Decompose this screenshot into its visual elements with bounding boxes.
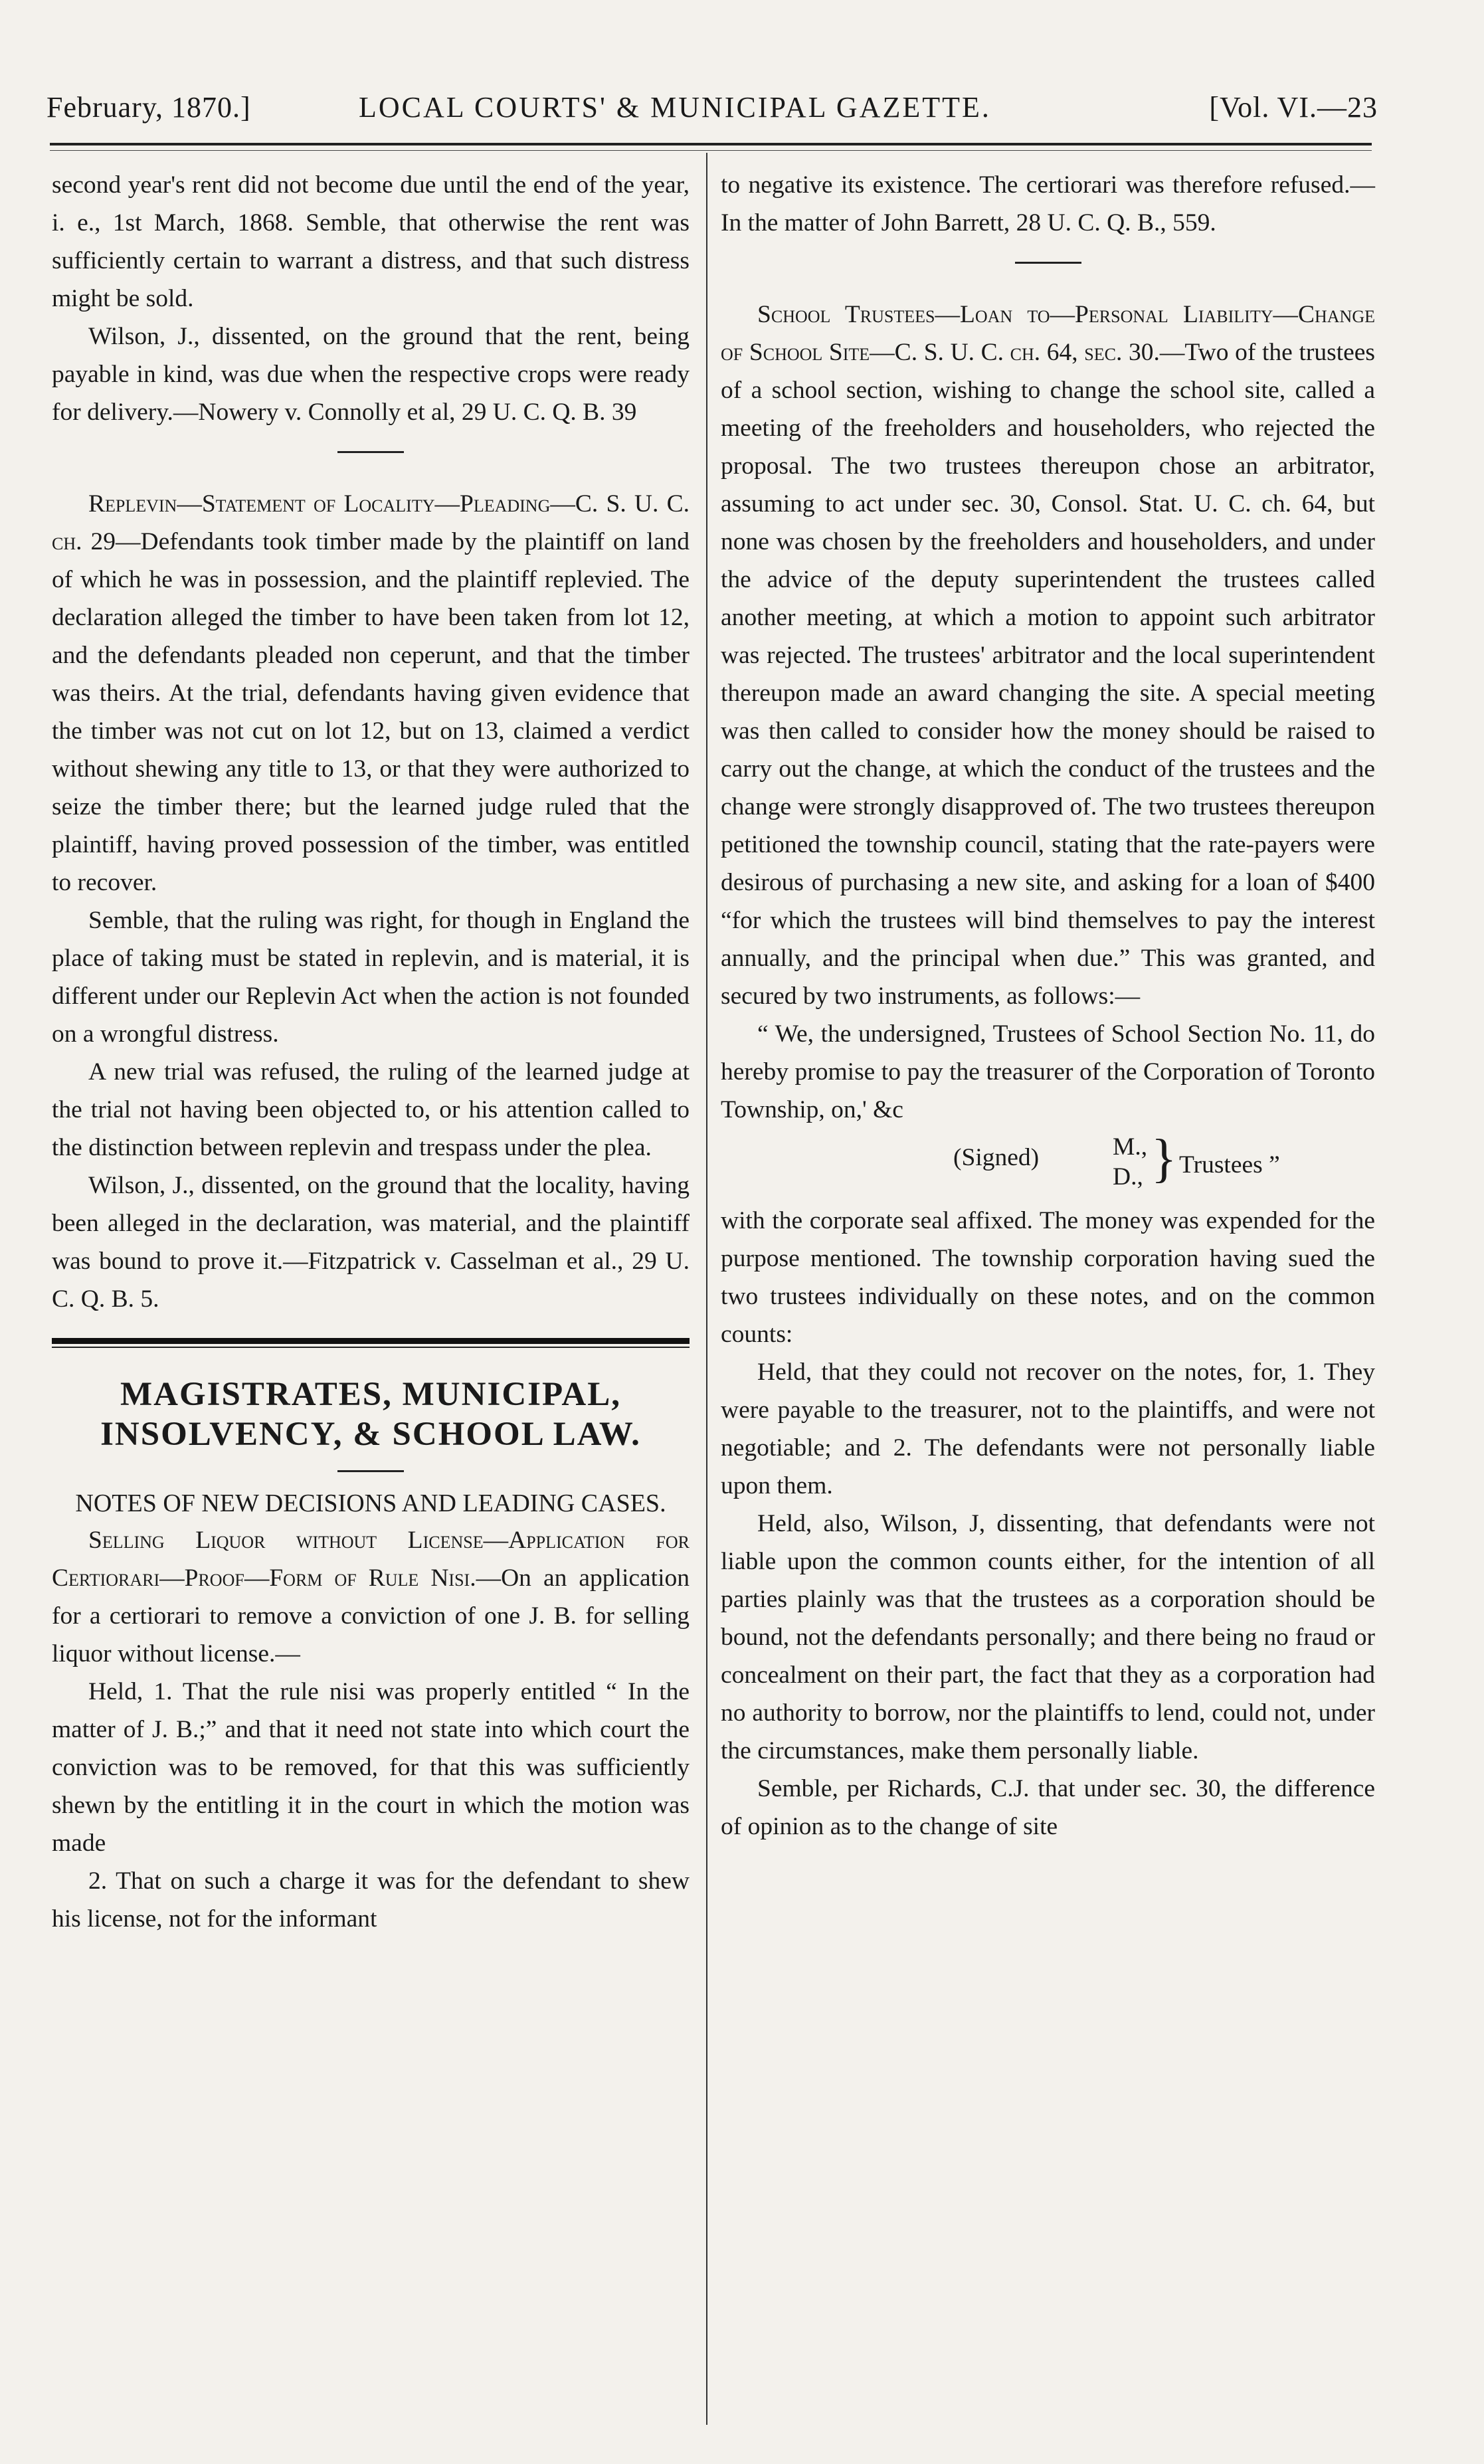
case-text: —Defendants took timber made by the plaintiff on land of which he was in possession, and the plaintiff replevied. The declaration alleged the timber to have been taken from lot 12, and the defendants pleaded non ceperunt, and that the timber was theirs. At the trial, defendants having given evidence that the timber was not cut on lot 12, but on 13, claimed a verdict without shewing any title to 13, or that they were authorized to seize the timber there; but the learned judge ruled that the plaintiff, having proved possession of the timber, was entitled to recover.	[52, 528, 690, 896]
case-paragraph	[721, 296, 1375, 1015]
section-title: MAGISTRATES, MUNICIPAL,	[120, 1376, 621, 1413]
paragraph: with the corporate seal affixed. The money was expended for the purpose mentioned. The township corporation having sued the two trustees individually on these notes, and on the common counts:	[721, 1207, 1375, 1348]
case-heading: Selling Liquor without License—Application for Certiorari—Proof—Form of Rule Nisi.	[52, 1527, 690, 1592]
paragraph: second year's rent did not become due until the end of the year, i. e., 1st March, 1868. Semble, that otherwise the rent was sufficiently certain to warrant a distress, and that such distress might be sold.	[52, 171, 690, 312]
case-heading: School Trustees—Loan to—Personal Liability—Change of School Site—C. S. U. C. ch. 64, sec. 30.	[721, 301, 1375, 366]
brace-icon: }	[1151, 1129, 1177, 1188]
signed-label: (Signed)	[953, 1144, 1040, 1171]
paragraph: Held, also, Wilson, J, dissenting, that defendants were not liable upon the common counts either, for the intention of all parties plainly was that the trustees as a corporation should be bound, not the defendants personally; and there being no fraud or concealment on their part, the fact that they as a corporation had no authority to borrow, nor the plaintiffs to lend, could not, under the circumstances, make them personally liable.	[721, 1510, 1375, 1764]
header-volume: [Vol. VI.—23	[1209, 91, 1378, 124]
signature-block	[721, 1129, 1375, 1202]
left-column	[52, 166, 690, 1938]
case-text: —On an application for a certiorari to remove a conviction of one J. B. for selling liquor without license.—	[52, 1564, 690, 1667]
paragraph: 2. That on such a charge it was for the defendant to shew his license, not for the informant	[52, 1867, 690, 1933]
paragraph: to negative its existence. The certiorari was therefore refused.—In the matter of John Barrett, 28 U. C. Q. B., 559.	[721, 171, 1375, 237]
paragraph: Semble, per Richards, C.J. that under sec. 30, the difference of opinion as to the change of site	[721, 1775, 1375, 1840]
case-separator	[1015, 262, 1081, 264]
paragraph: Wilson, J., dissented, on the ground that the locality, having been alleged in the declaration, was material, and the plaintiff was bound to prove it.—Fitzpatrick v. Casselman et al., 29 U. C. Q. B. 5.	[52, 1172, 690, 1313]
section-separator	[337, 1470, 404, 1472]
case-paragraph	[52, 1521, 690, 1673]
header-rule	[50, 143, 1372, 145]
signatory-d: D.,	[1113, 1163, 1143, 1190]
quoted-note: “ We, the undersigned, Trustees of School Section No. 11, do hereby promise to pay the treasurer of the Corporation of Toronto Township, on,' &c	[721, 1020, 1375, 1123]
right-column	[721, 166, 1375, 1846]
page-header	[46, 85, 1378, 132]
column-divider	[706, 153, 707, 2425]
signatory-initials	[1113, 1132, 1147, 1192]
section-title: INSOLVENCY, & SCHOOL LAW.	[100, 1416, 641, 1453]
case-paragraph	[52, 485, 690, 901]
header-title: LOCAL COURTS' & MUNICIPAL GAZETTE.	[359, 91, 991, 124]
case-heading: Replevin—Statement of Locality—Pleading—C. S. U. C. ch. 29	[52, 490, 690, 555]
paragraph: Held, 1. That the rule nisi was properly entitled “ In the matter of J. B.;” and that it need not state into which court the conviction was to be removed, for that this was sufficiently shewn by the entitling it in the court in which the motion was made	[52, 1678, 690, 1857]
case-separator	[337, 451, 404, 453]
case-text: —Two of the trustees of a school section, wishing to change the school site, called a meeting of the freeholders and householders, who rejected the proposal. The two trustees thereupon chose an arbitrator, assuming to act under sec. 30, Consol. Stat. U. C. ch. 64, but none was chosen by the freeholders and householders, and under the advice of the deputy superintendent the trustees called another meeting, at which a motion to appoint such arbitrator was rejected. The trustees' arbitrator and the local superintendent thereupon made an award changing the site. A special meeting was then called to consider how the money should be raised to carry out the change, at which the conduct of the trustees and the change were strongly disapproved of. The two trustees thereupon petitioned the township council, stating that the rate-payers were desirous of purchasing a new site, and asking for a loan of $400 “for which the trustees will bind themselves to pay the interest annually, and the principal when due.” This was granted, and secured by two instruments, as follows:—	[721, 339, 1375, 1010]
header-date: February, 1870.]	[46, 91, 251, 124]
paragraph: Held, that they could not recover on the notes, for, 1. They were payable to the treasurer, not to the plaintiffs, and were not negotiable; and 2. The defendants were not personally liable upon them.	[721, 1359, 1375, 1499]
signatory-m: M.,	[1113, 1133, 1148, 1161]
section-rule-thin	[52, 1347, 690, 1348]
trustees-label: Trustees ”	[1179, 1151, 1280, 1179]
header-rule-thin	[50, 150, 1372, 151]
paragraph: A new trial was refused, the ruling of the learned judge at the trial not having been objected to, or his attention called to the distinction between replevin and trespass under the plea.	[52, 1058, 690, 1161]
section-subheading: NOTES OF NEW DECISIONS AND LEADING CASES.	[75, 1489, 666, 1517]
paragraph: Wilson, J., dissented, on the ground that the rent, being payable in kind, was due when the respective crops were ready for delivery.—Nowery v. Connolly et al, 29 U. C. Q. B. 39	[52, 323, 690, 426]
paragraph: Semble, that the ruling was right, for though in England the place of taking must be stated in replevin, and is material, it is different under our Replevin Act when the action is not founded on a wrongful distress.	[52, 907, 690, 1048]
section-rule	[52, 1338, 690, 1344]
